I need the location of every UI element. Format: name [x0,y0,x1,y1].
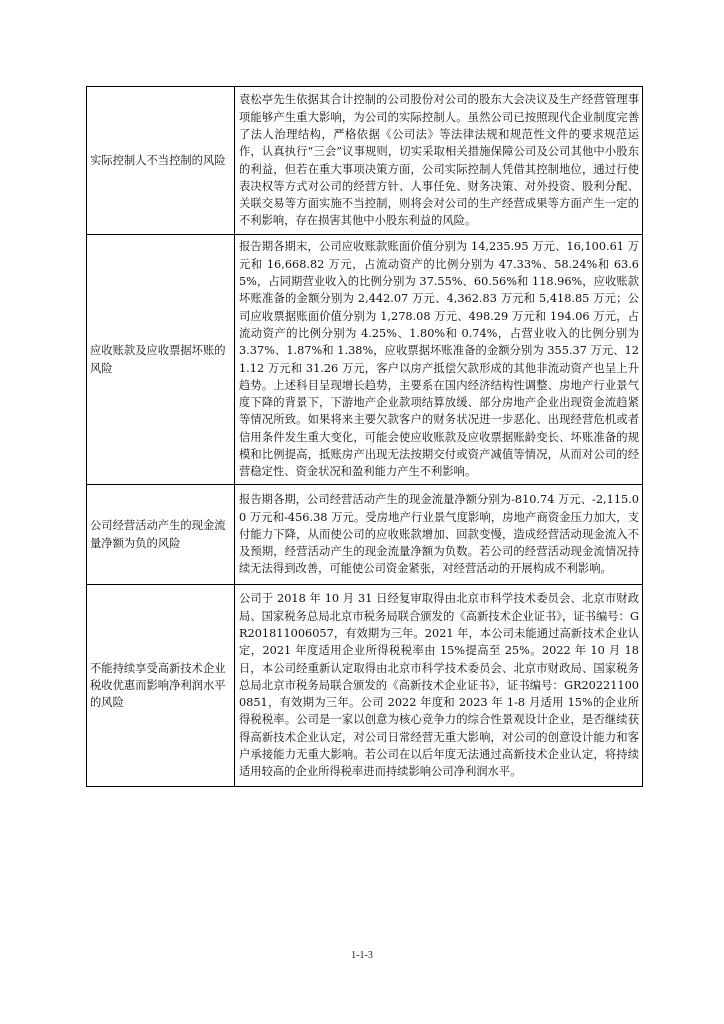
table-row [87,87,643,235]
risk-description-cell: 报告期各期，公司经营活动产生的现金流量净额分别为-810.74 万元、-2,115.00 万元和-456.38 万元。受房地产行业景气度影响，房地产商资金压力加大，支付能力下降，从而使公司的应收账款增加、回款变慢，造成经营活动现金流入不及预期，经营活动产生的现金流量净额为负数。若公司的经营活动现金流情况持续无法得到改善，可能使公司资金紧张，对经营活动的开展构成不利影响。 [235,485,643,585]
page-number: 1-1-3 [351,950,373,961]
risk-name-cell: 应收账款及应收票据坏账的风险 [87,235,235,485]
risk-description-cell: 袁松亭先生依据其合计控制的公司股份对公司的股东大会决议及生产经营管理事项能够产生重大影响，为公司的实际控制人。虽然公司已按照现代企业制度完善了法人治理结构，严格依据《公司法》等法律法规和规范性文件的要求规范运作，认真执行“三会”议事规则，切实采取相关措施保障公司及公司其他中小股东的利益，但若在重大事项决策方面，公司实际控制人凭借其控制地位，通过行使表决权等方式对公司的经营方针、人事任免、财务决策、对外投资、股利分配、关联交易等方面实施不当控制，则将会对公司的生产经营成果等方面产生一定的不利影响，存在损害其他中小股东利益的风险。 [235,87,643,235]
risk-name-cell: 实际控制人不当控制的风险 [87,87,235,235]
risk-description-cell: 报告期各期末，公司应收账款账面价值分别为 14,235.95 万元、16,100.61 万元和 16,668.82 万元，占流动资产的比例分别为 47.33%、58.24%和 63.65%，占同期营业收入的比例分别为 37.55%、60.56%和 118.96%，应收账款坏账准备的金额分别为 2,442.07 万元、4,362.83 万元和 5,418.85 万元；公司应收票据账面价值分别为 1,278.08 万元、498.29 万元和 194.06 万元，占流动资产的比例分别为 4.25%、1.80%和 0.74%，占营业收入的比例分别为 3.37%、1.87%和 1.38%，应收票据坏账准备的金额分别为 355.37 万元、121.12 万元和 31.26 万元，客户以房产抵偿欠款形成的其他非流动资产也呈上升趋势。上述科目呈现增长趋势，主要系在国内经济结构性调整、房地产行业景气度下降的背景下，下游地产企业款项结算放缓、部分房地产企业出现资金流趋紧等情况所致。如果将来主要欠款客户的财务状况进一步恶化、出现经营危机或者信用条件发生重大变化，可能会使应收账款及应收票据账龄变长、坏账准备的规模和比例提高，抵账房产出现无法按期交付或资产减值等情况，从而对公司的经营稳定性、资金状况和盈利能力产生不利影响。 [235,235,643,485]
table-row [87,235,643,485]
risk-name-cell: 公司经营活动产生的现金流量净额为负的风险 [87,485,235,585]
risk-name-cell: 不能持续享受高新技术企业税收优惠而影响净利润水平的风险 [87,585,235,787]
risk-description-cell: 公司于 2018 年 10 月 31 日经复审取得由北京市科学技术委员会、北京市财政局、国家税务总局北京市税务局联合颁发的《高新技术企业证书》，证书编号：GR201811006057，有效期为三年。2021 年，本公司未能通过高新技术企业认定，2021 年度适用企业所得税税率由 15%提高至 25%。2022 年 10 月 18 日，本公司经重新认定取得由北京市科学技术委员会、北京市财政局、国家税务总局北京市税务局联合颁发的《高新技术企业证书》，证书编号：GR202211000851，有效期为三年。公司 2022 年度和 2023 年 1-8 月适用 15%的企业所得税税率。公司是一家以创意为核心竞争力的综合性景观设计企业，是否继续获得高新技术企业认定，对公司日常经营无重大影响，对公司的创意设计能力和客户承接能力无重大影响。若公司在以后年度无法通过高新技术企业认定，将持续适用较高的企业所得税率进而持续影响公司净利润水平。 [235,585,643,787]
risk-table [86,86,643,787]
table-row [87,585,643,787]
table-row [87,485,643,585]
